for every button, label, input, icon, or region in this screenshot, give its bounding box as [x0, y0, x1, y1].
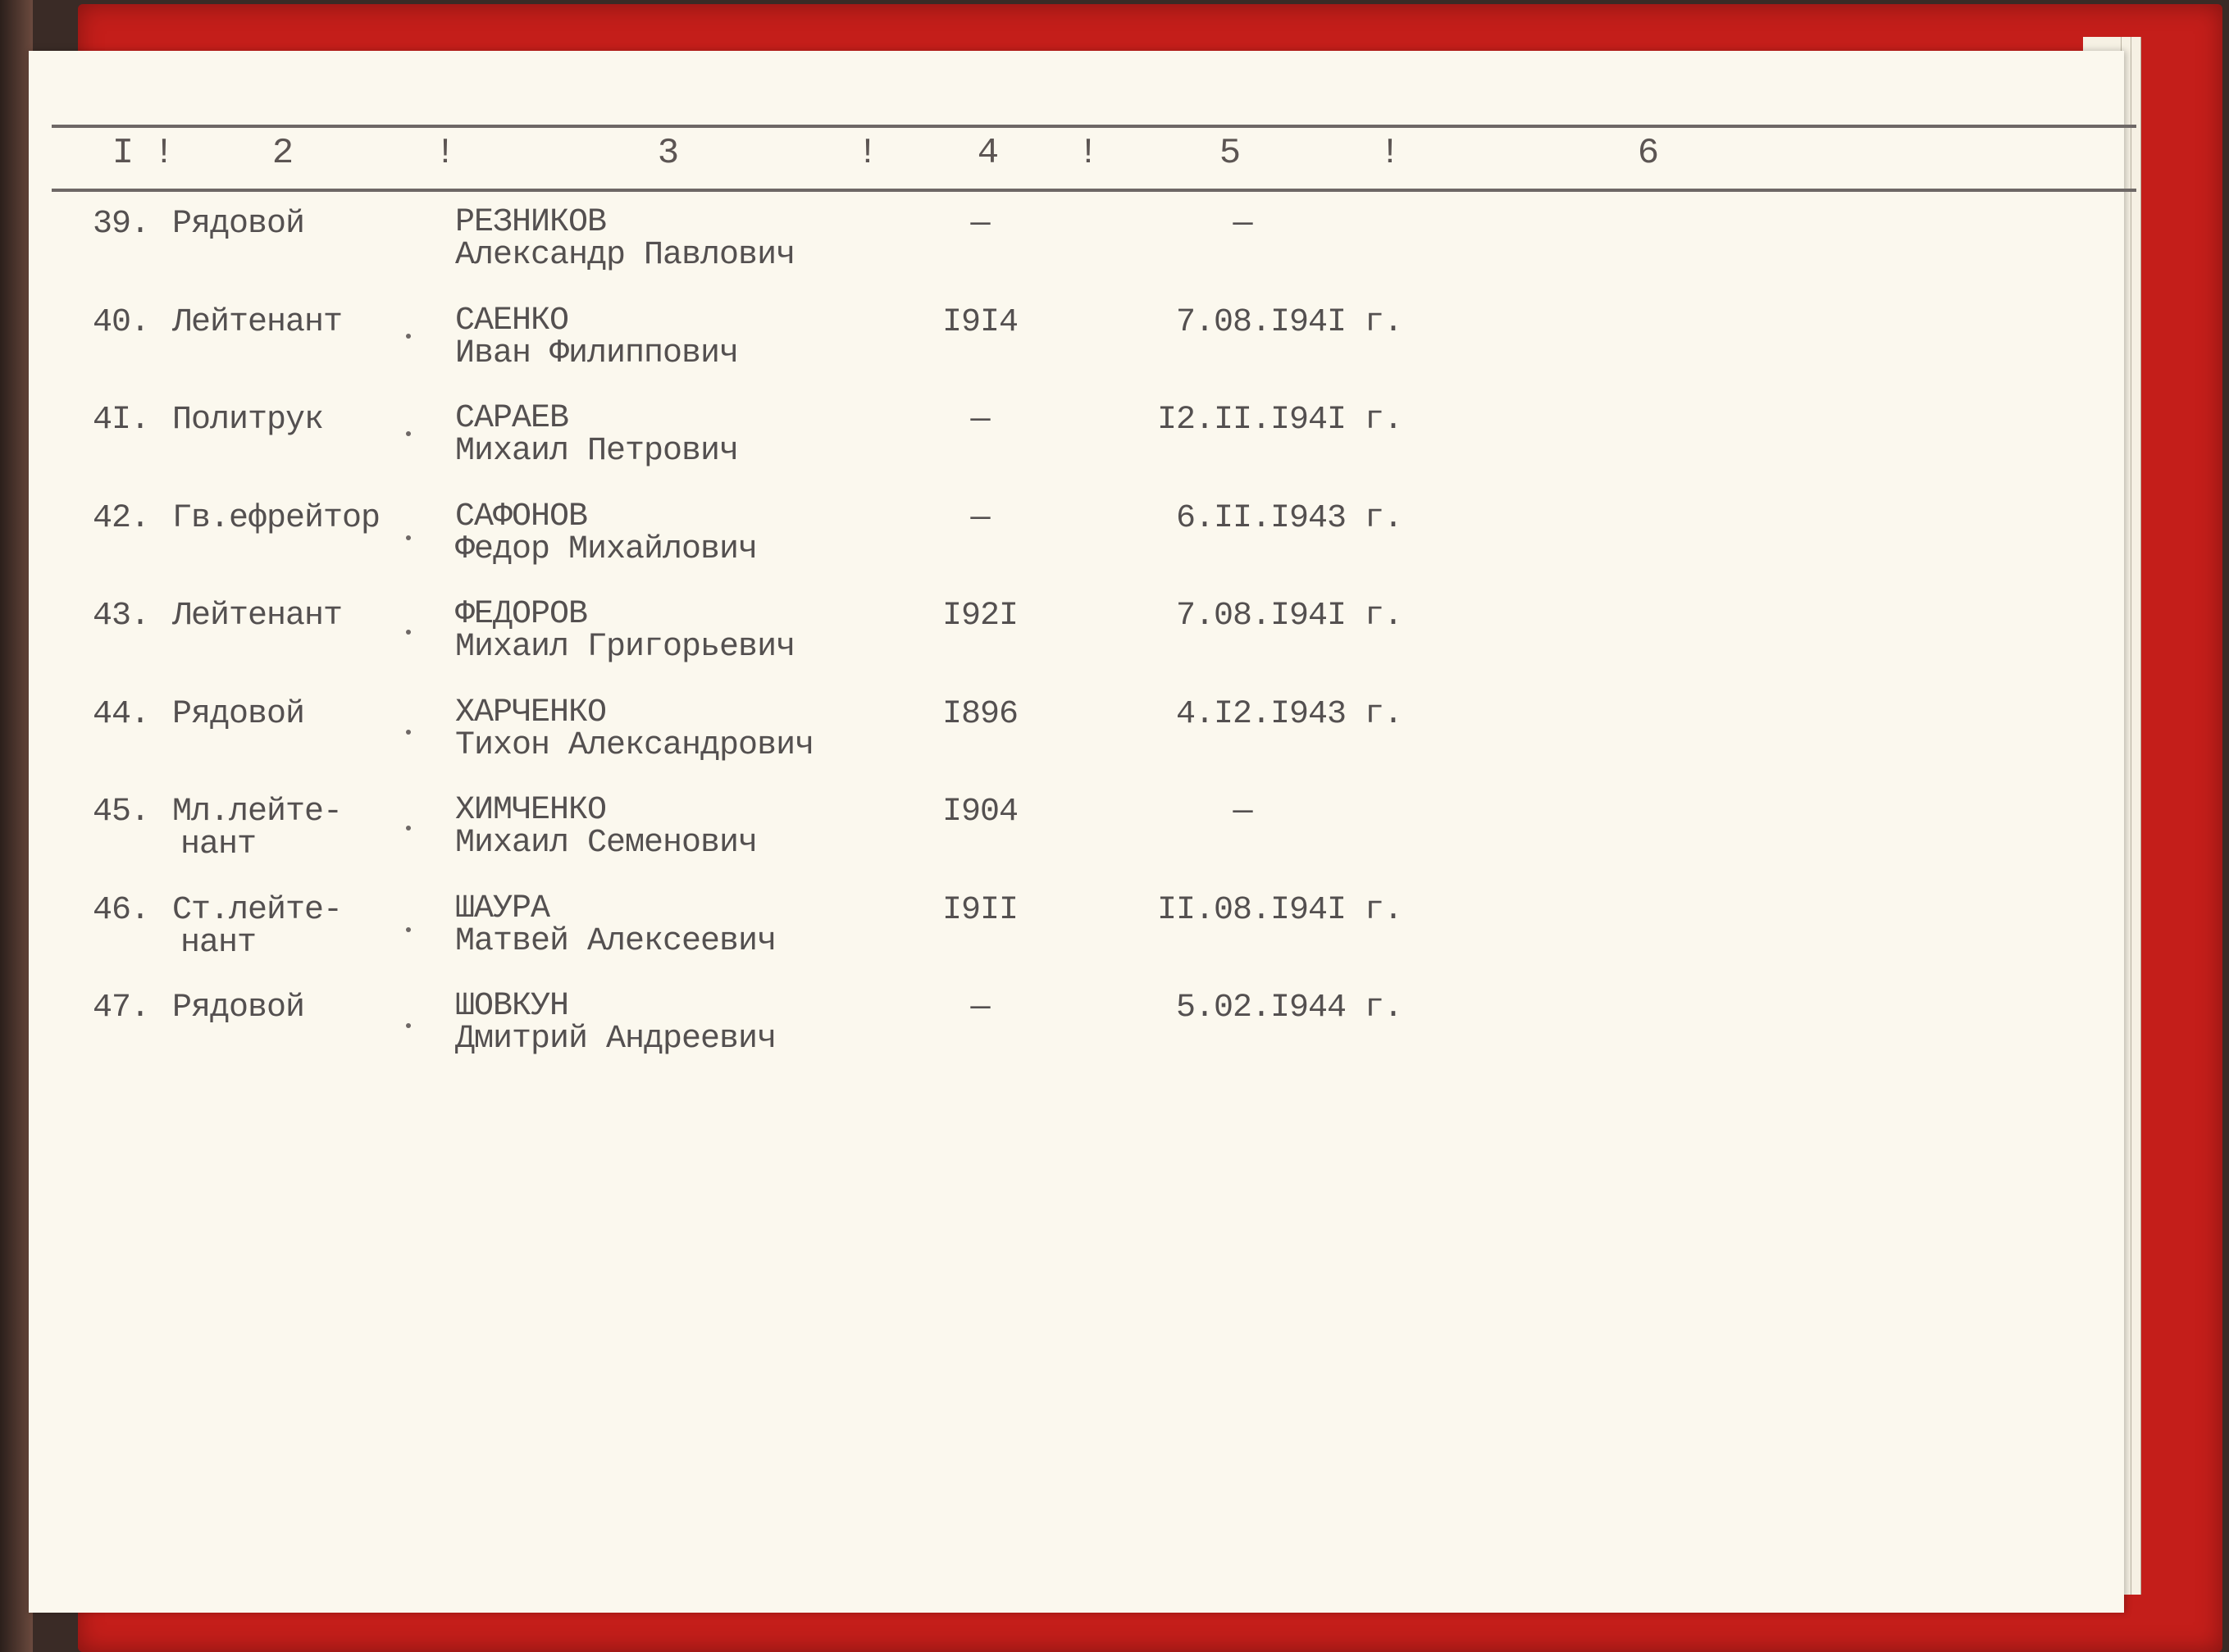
- rank-label: Лейтенант: [172, 598, 343, 635]
- death-date: —: [1233, 794, 1252, 831]
- given-names: Дмитрий Андреевич: [455, 1021, 777, 1058]
- row-number: 4I.: [93, 402, 150, 439]
- rank-label: Рядовой: [172, 206, 305, 243]
- birth-year: I9II: [941, 892, 1019, 929]
- header-separator: !: [1077, 133, 1100, 174]
- given-names: Александр Павлович: [455, 237, 795, 274]
- header-col-2: 2: [271, 133, 294, 174]
- header-bottom-rule: [52, 189, 2136, 192]
- birth-year: I92I: [941, 598, 1019, 635]
- given-names: Михаил Григорьевич: [455, 629, 795, 666]
- header-col-5: 5: [1219, 133, 1242, 174]
- rank-label: Мл.лейте-: [172, 794, 343, 831]
- death-date: 4.I2.I943 г.: [1175, 696, 1402, 733]
- header-separator: !: [1379, 133, 1402, 174]
- ink-speck: [406, 927, 411, 932]
- birth-year: —: [970, 500, 990, 537]
- header-col-4: 4: [977, 133, 1000, 174]
- ink-speck: [406, 1023, 411, 1028]
- row-number: 40.: [93, 304, 150, 341]
- row-number: 45.: [93, 794, 150, 831]
- death-date: 6.II.I943 г.: [1175, 500, 1402, 537]
- surname: САЕНКО: [455, 303, 569, 339]
- surname: САФОНОВ: [455, 498, 588, 535]
- birth-year: I896: [941, 696, 1019, 733]
- header-col-3: 3: [657, 133, 680, 174]
- rank-label: Рядовой: [172, 696, 305, 733]
- row-number: 39.: [93, 206, 150, 243]
- given-names: Федор Михайлович: [455, 531, 758, 568]
- album-spine-edge: [0, 0, 33, 1652]
- rank-label: Рядовой: [172, 990, 305, 1026]
- header-separator: !: [856, 133, 879, 174]
- given-names: Михаил Петрович: [455, 433, 739, 470]
- row-number: 42.: [93, 500, 150, 537]
- given-names: Матвей Алексеевич: [455, 923, 777, 960]
- document-page: [29, 51, 2124, 1613]
- death-date: 7.08.I94I г.: [1175, 304, 1402, 341]
- death-date: —: [1233, 206, 1252, 243]
- surname: РЕЗНИКОВ: [455, 204, 607, 241]
- birth-year: —: [970, 206, 990, 243]
- surname: ХАРЧЕНКО: [455, 694, 607, 731]
- ink-speck: [406, 431, 411, 436]
- header-top-rule: [52, 125, 2136, 128]
- death-date: 5.02.I944 г.: [1175, 990, 1402, 1026]
- birth-year: —: [970, 990, 990, 1026]
- header-col-1: I: [112, 133, 134, 174]
- header-separator: !: [153, 133, 175, 174]
- given-names: Михаил Семенович: [455, 825, 758, 862]
- surname: ШОВКУН: [455, 988, 569, 1025]
- header-separator: !: [434, 133, 457, 174]
- ink-speck: [406, 535, 411, 540]
- row-number: 47.: [93, 990, 150, 1026]
- surname: ХИМЧЕНКО: [455, 792, 607, 829]
- birth-year: I9I4: [941, 304, 1019, 341]
- birth-year: I904: [941, 794, 1019, 831]
- death-date: I2.II.I94I г.: [1156, 402, 1402, 439]
- birth-year: —: [970, 402, 990, 439]
- rank-label: Гв.ефрейтор: [172, 500, 381, 537]
- ink-speck: [406, 630, 411, 635]
- surname: ШАУРА: [455, 890, 550, 927]
- death-date: 7.08.I94I г.: [1175, 598, 1402, 635]
- surname: ФЕДОРОВ: [455, 596, 588, 633]
- ink-speck: [406, 730, 411, 735]
- ink-speck: [406, 334, 411, 339]
- given-names: Тихон Александрович: [455, 727, 814, 764]
- rank-label: Ст.лейте-: [172, 892, 343, 929]
- row-number: 44.: [93, 696, 150, 733]
- ink-speck: [406, 826, 411, 831]
- row-number: 43.: [93, 598, 150, 635]
- header-col-6: 6: [1637, 133, 1660, 174]
- rank-label: нант: [180, 826, 257, 863]
- death-date: II.08.I94I г.: [1156, 892, 1402, 929]
- rank-label: нант: [180, 925, 257, 962]
- rank-label: Лейтенант: [172, 304, 343, 341]
- given-names: Иван Филиппович: [455, 335, 739, 372]
- rank-label: Политрук: [172, 402, 324, 439]
- surname: САРАЕВ: [455, 400, 569, 437]
- row-number: 46.: [93, 892, 150, 929]
